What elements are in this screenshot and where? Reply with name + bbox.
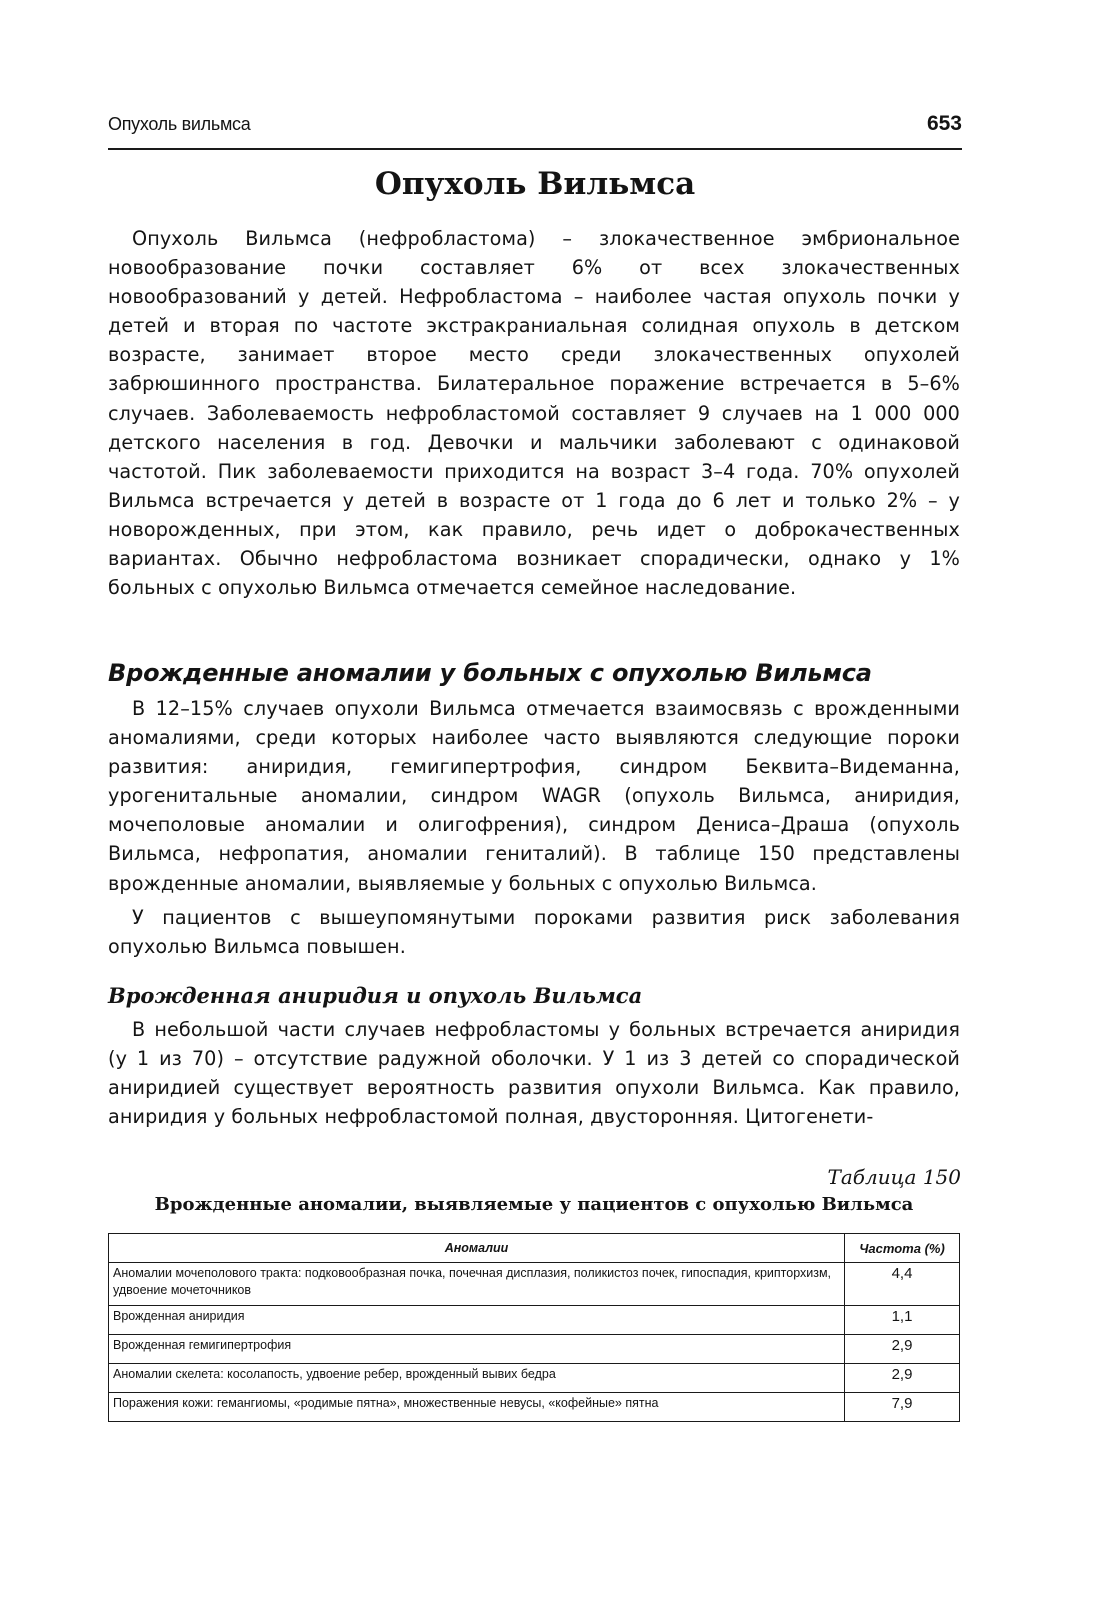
- column-header-frequency: Частота (%): [845, 1234, 960, 1263]
- section2-paragraph-1: В небольшой части случаев нефробластомы у больных встречается аниридия (у 1 из 70) – отсутствие радужной оболочки. У 1 из 3 детей со спорадической аниридией существует вероятность развития опухоли Вильмса. Как правило, аниридия у больных нефробластомой полная, двусторонняя. Цитогенети-: [108, 1018, 960, 1129]
- running-title: Опухоль вильмса: [108, 114, 251, 134]
- frequency-cell: 7,9: [845, 1393, 960, 1422]
- frequency-cell: 2,9: [845, 1335, 960, 1364]
- intro-paragraph: Опухоль Вильмса (нефробластома) – злокачественное эмбриональное новообразование почки составляет 6% от всех злокачественных новообразований у детей. Нефробластома – наиболее частая опухоль почки у детей и вторая по частоте экстракраниальная солидная опухоль в детском возрасте, занимает второе место среди злокачественных опухолей забрюшинного пространства. Билатеральное поражение встречается в 5–6% случаев. Заболеваемость нефробластомой составляет 9 случаев на 1 000 000 детского населения в год. Девочки и мальчики заболевают с одинаковой частотой. Пик заболеваемости приходится на возраст 3–4 года. 70% опухолей Вильмса встречается у детей в возрасте от 1 года до 6 лет и только 2% – у новорожденных, при этом, как правило, речь идет о доброкачественных вариантах. Обычно нефробластома возникает спорадически, однако у 1% больных с опухолью Вильмса отмечается семейное наследование.: [108, 227, 960, 600]
- frequency-cell: 1,1: [845, 1306, 960, 1335]
- frequency-cell: 4,4: [845, 1263, 960, 1306]
- chapter-title: Опухоль Вильмса: [374, 166, 696, 202]
- running-header: [108, 112, 962, 150]
- table-row: [109, 1306, 960, 1335]
- anomaly-cell: Врожденная аниридия: [109, 1306, 845, 1335]
- anomaly-cell: Врожденная гемигипертрофия: [109, 1335, 845, 1364]
- section1-paragraph-1: В 12–15% случаев опухоли Вильмса отмечается взаимосвязь с врожденными аномалиями, среди которых наиболее часто выявляются следующие пороки развития: аниридия, гемигипертрофия, синдром Беквита–Видеманна, урогенитальные аномалии, синдром WAGR (опухоль Вильмса, аниридия, мочеполовые аномалии и олигофрения), синдром Дениса–Драша (опухоль Вильмса, нефропатия, аномалии гениталий). В таблице 150 представлены врожденные аномалии, выявляемые у больных с опухолью Вильмса.: [108, 697, 960, 895]
- section-heading-congenital-anomalies: Врожденные аномалии у больных с опухолью Вильмса: [108, 659, 872, 687]
- table-row: [109, 1263, 960, 1306]
- section1-paragraph-2: У пациентов с вышеупомянутыми пороками развития риск заболевания опухолью Вильмса повышен.: [108, 905, 960, 958]
- anomaly-cell: Аномалии скелета: косолапость, удвоение ребер, врожденный вывих бедра: [109, 1364, 845, 1393]
- table-row: [109, 1393, 960, 1422]
- anomaly-cell: Аномалии мочеполового тракта: подковообразная почка, почечная дисплазия, поликистоз почек, гипоспадия, крипторхизм, удвоение мочеточников: [109, 1263, 845, 1306]
- aniridia-section: [108, 1015, 960, 1131]
- intro-section: [108, 224, 960, 602]
- congenital-anomalies-section: [108, 694, 960, 961]
- frequency-cell: 2,9: [845, 1364, 960, 1393]
- subsection-heading-aniridia: Врожденная аниридия и опухоль Вильмса: [108, 983, 643, 1008]
- table-header-row: [109, 1234, 960, 1263]
- anomalies-table: [108, 1233, 960, 1422]
- column-header-anomaly: Аномалии: [109, 1234, 845, 1263]
- table-row: [109, 1335, 960, 1364]
- table-number-label: Таблица 150: [827, 1165, 961, 1189]
- table-row: [109, 1364, 960, 1393]
- table-caption: Врожденные аномалии, выявляемые у пациентов с опухолью Вильмса: [154, 1194, 914, 1215]
- page-number: 653: [926, 112, 962, 135]
- anomaly-cell: Поражения кожи: гемангиомы, «родимые пятна», множественные невусы, «кофейные» пятна: [109, 1393, 845, 1422]
